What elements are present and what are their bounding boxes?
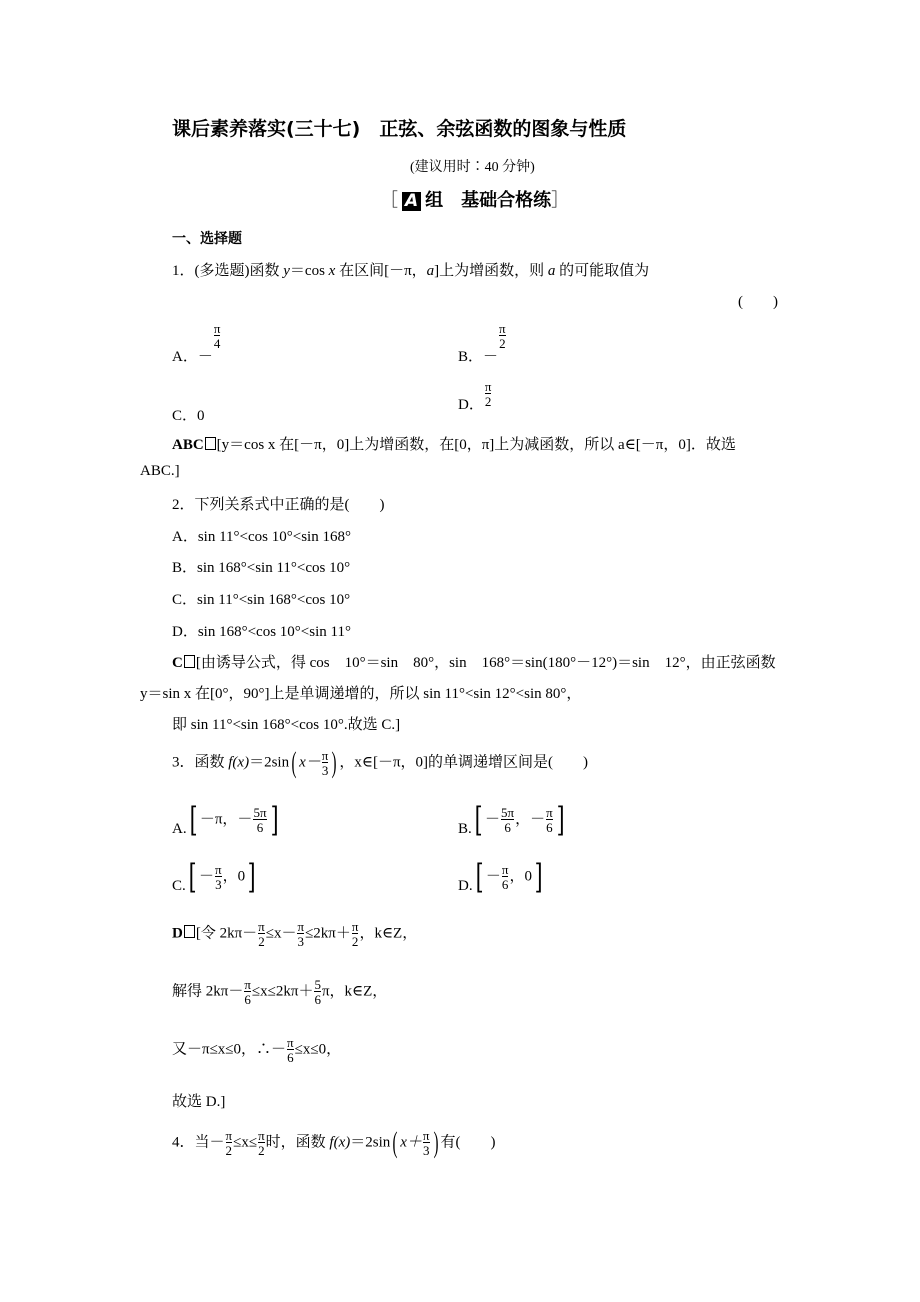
q3-option-d: D.[ － $\frac{\pi}{6}$ ，0] [458, 857, 543, 897]
q3-solution-line4: 故选 D.] [172, 1094, 226, 1110]
q1-solution: ABC [y＝cos x 在[－π，0]上为增函数，在[0，π]上为减函数，所以 a∈[－π，0]．故选 [172, 437, 736, 453]
q3-option-c: C.[ － $\frac{\pi}{3}$ ，0] [172, 857, 256, 897]
suggested-time: (建议用时∶40 分钟) [410, 160, 535, 175]
q2-option-d: D．sin 168°<cos 10°<sin 11° [172, 624, 351, 640]
group-a-badge: A [402, 192, 421, 211]
q2-stem: 2．下列关系式中正确的是( ) [172, 497, 385, 513]
q1-option-d: D． $\frac{\pi}{2}$ [458, 379, 492, 414]
answer-box-icon [184, 655, 195, 668]
group-label: 组 基础合格练 [425, 190, 552, 211]
q1-solution-cont: ABC.] [140, 463, 180, 479]
q1-option-c: C．0 [172, 408, 205, 424]
q1-answer-paren: ( ) [738, 294, 778, 310]
q2-option-a: A．sin 11°<cos 10°<sin 168° [172, 529, 351, 545]
section-heading: 一、选择题 [172, 231, 242, 247]
q2-solution: C [由诱导公式，得 cos 10°＝sin 80°，sin 168°＝sin(180°－12°)＝sin 12°，由正弦函数 [172, 655, 776, 671]
group-heading [380, 186, 569, 212]
q3-option-b: B.[ － $\frac{5\pi}{6}$ ，－ $\frac{\pi}{6}$ ] [458, 800, 565, 840]
q3-stem: 3．函数 f(x)＝2sin( x－ $\frac{\pi}{3}$ ) ，x∈[－π，0]的单调递增区间是( ) [172, 746, 589, 779]
q2-option-b: B．sin 168°<sin 11°<cos 10° [172, 560, 351, 576]
answer-box-icon [205, 437, 216, 450]
q1-stem: 1．(多选题)函数 y＝cos x 在区间[－π，a]上为增函数，则 a 的可能取值为 [172, 263, 650, 279]
q2-solution-line3: 即 sin 11°<sin 168°<cos 10°.故选 C.] [172, 717, 401, 733]
q2-option-c: C．sin 11°<sin 168°<cos 10° [172, 592, 351, 608]
q2-solution-line2: y＝sin x 在[0°，90°]上是单调递增的，所以 sin 11°<sin 12°<sin 80°， [140, 686, 582, 702]
answer-box-icon [184, 925, 195, 938]
q3-option-a: A.[ －π，－ $\frac{5\pi}{6}$ ] [172, 800, 279, 840]
group-open-bracket: ［ [380, 190, 398, 211]
q3-solution-line2: 解得 2kπ－ $\frac{\pi}{6}$ ≤x≤2kπ＋ $\frac{5}{6}$ π，k∈Z， [172, 977, 388, 1007]
q1-option-b: B．－ $\frac{\pi}{2}$ [458, 321, 506, 366]
q3-solution-line3: 又－π≤x≤0，∴－ $\frac{\pi}{6}$ ≤x≤0， [172, 1035, 342, 1065]
q1-option-a: A．－ $\frac{\pi}{4}$ [172, 321, 221, 366]
page-title: 课后素养落实(三十七) 正弦、余弦函数的图象与性质 [172, 118, 627, 140]
q4-stem: 4．当－ $\frac{\pi}{2}$ ≤x≤ $\frac{\pi}{2}$ 时，函数 f(x)＝2sin( x＋ $\frac{\pi}{3}$ ) 有( ) [172, 1126, 496, 1159]
q3-solution-line1: D [令 2kπ－ $\frac{\pi}{2}$ ≤x－ $\frac{\pi}{3}$ ≤2kπ＋ $\frac{\pi}{2}$ ，k∈Z， [172, 919, 418, 949]
group-close-bracket: ］ [551, 190, 570, 211]
